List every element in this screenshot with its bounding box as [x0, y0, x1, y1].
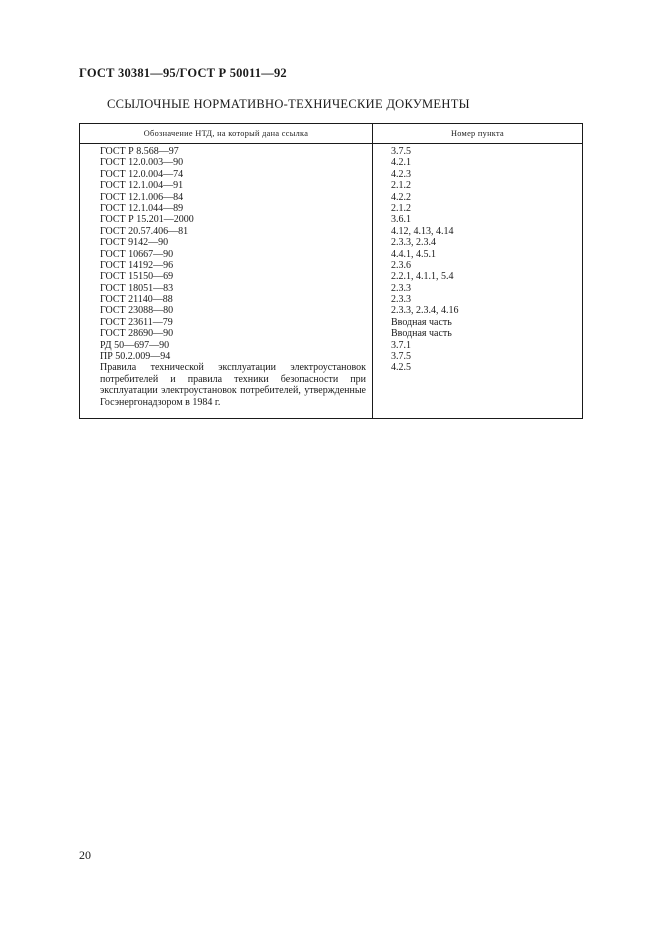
table-cell-item: 3.7.1: [391, 339, 411, 351]
table-cell-designation: ГОСТ 14192—96: [100, 259, 174, 271]
table-cell-item: Вводная часть: [391, 328, 452, 340]
document-header: ГОСТ 30381—95/ГОСТ Р 50011—92: [79, 66, 287, 80]
table-cell-designation: ПР 50.2.009—94: [100, 351, 171, 363]
table-cell-item: 4.2.2: [391, 191, 411, 203]
table-cell-designation: ГОСТ 20.57.406—81: [100, 225, 189, 237]
table-cell-designation: ГОСТ 12.0.003—90: [100, 157, 184, 169]
table-cell-item: 3.7.5: [391, 146, 411, 157]
table-cell-item: 4.4.1, 4.5.1: [391, 248, 436, 260]
column-divider: [372, 124, 373, 418]
table-cell-designation: ГОСТ 23088—80: [100, 305, 174, 317]
designation-column: [100, 146, 366, 408]
table-cell-designation: ГОСТ Р 8.568—97: [100, 146, 179, 157]
table-cell-item: 2.3.3: [391, 282, 411, 294]
table-cell-designation: ГОСТ 12.1.006—84: [100, 191, 184, 203]
item-number-column: [391, 146, 571, 374]
table-cell-item: 3.6.1: [391, 214, 411, 226]
column-header-designation: Обозначение НТД, на который дана ссылка: [143, 129, 309, 138]
table-cell-designation: ГОСТ 28690—90: [100, 328, 174, 340]
table-cell-designation: ГОСТ 12.1.004—91: [100, 180, 184, 192]
table-cell-item-rules: 4.2.5: [391, 362, 411, 374]
table-cell-item: 2.1.2: [391, 202, 411, 214]
table-cell-item: 2.3.6: [391, 259, 411, 271]
table-cell-item: 2.3.3, 2.3.4, 4.16: [391, 305, 459, 317]
table-cell-designation-rules: Правила технической эксплуатации электроустановок потребителей и правила техники безопасности при эксплуатации электроустановок потребителей, утвержденные Госэнергонадзором в 1984 г.: [100, 362, 366, 408]
table-cell-designation: ГОСТ 12.0.004—74: [100, 168, 184, 180]
table-cell-designation: ГОСТ 9142—90: [100, 237, 169, 249]
page-number: 20: [79, 848, 91, 862]
table-cell-designation: ГОСТ 21140—88: [100, 294, 173, 306]
table-cell-item: 2.1.2: [391, 180, 411, 192]
table-cell-designation: ГОСТ Р 15.201—2000: [100, 214, 194, 226]
table-cell-designation: ГОСТ 23611—79: [100, 316, 173, 328]
table-cell-designation: ГОСТ 10667—90: [100, 248, 174, 260]
table-cell-item: 3.7.5: [391, 351, 411, 363]
table-cell-item: 2.3.3, 2.3.4: [391, 237, 436, 249]
references-table: [79, 123, 583, 419]
table-cell-item: 2.3.3: [391, 294, 411, 306]
table-cell-item: 4.2.3: [391, 168, 411, 180]
table-cell-designation: РД 50—697—90: [100, 339, 170, 351]
table-cell-item: 2.2.1, 4.1.1, 5.4: [391, 271, 454, 283]
column-header-item-number: Номер пункта: [450, 129, 505, 138]
table-cell-item: 4.12, 4.13, 4.14: [391, 225, 454, 237]
section-title: ССЫЛОЧНЫЕ НОРМАТИВНО-ТЕХНИЧЕСКИЕ ДОКУМЕНТЫ: [107, 97, 470, 111]
table-cell-designation: ГОСТ 12.1.044—89: [100, 202, 184, 214]
table-cell-designation: ГОСТ 15150—69: [100, 271, 174, 283]
table-cell-designation: ГОСТ 18051—83: [100, 282, 174, 294]
table-cell-item: 4.2.1: [391, 157, 411, 169]
table-header-row: [80, 124, 582, 144]
table-cell-item: Вводная часть: [391, 316, 452, 328]
